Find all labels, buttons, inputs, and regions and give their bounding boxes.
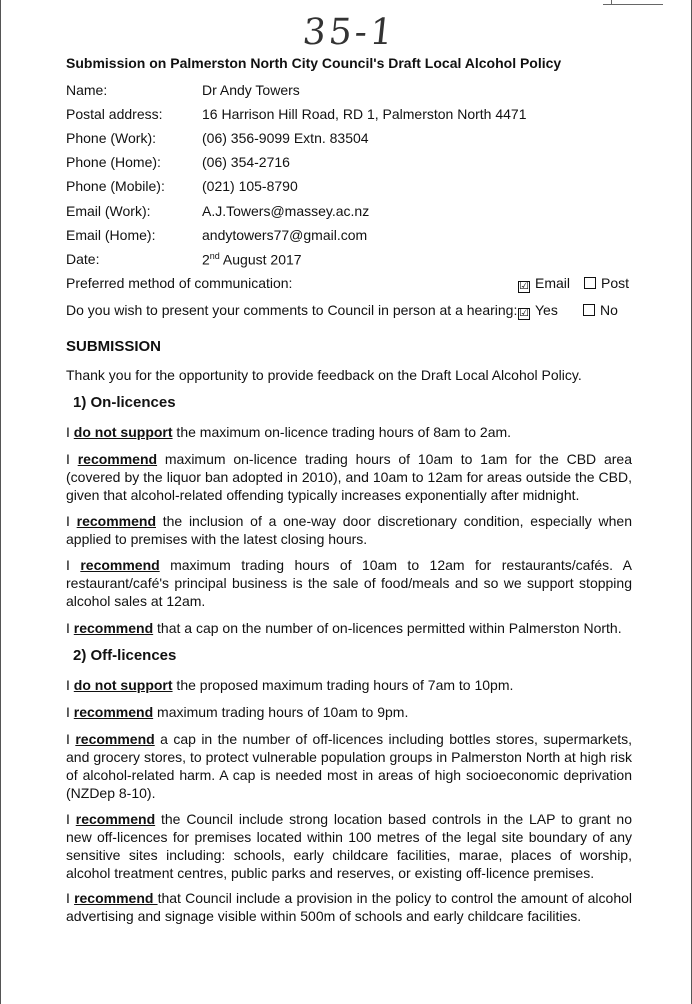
field-value <box>202 251 302 268</box>
paragraph <box>66 556 632 610</box>
paragraph-prefix: I <box>66 424 74 440</box>
date-rest: August 2017 <box>219 251 302 268</box>
paragraph-text: that a cap on the number of on-licences permitted within Palmerston North. <box>153 620 622 636</box>
paragraph-prefix: I <box>66 890 75 906</box>
paragraph-text: the Council include strong location based controls in the LAP to grant no new off-licences for premises located within 100 metres of the legal site boundary of any sensitive sites including: schools, early childcare facilities, marae, places of worship, alcohol treatment centres, public parks and reserves, or existing off-licence premises. <box>66 811 633 881</box>
email-option-label: Email <box>535 275 571 291</box>
paragraph-text: the proposed maximum trading hours of 7am to 10pm. <box>172 677 514 693</box>
field-value: 16 Harrison Hill Road, RD 1, Palmerston North 4471 <box>202 106 527 122</box>
keyword: recommend <box>80 557 160 573</box>
yes-checkbox[interactable]: ☑ <box>519 307 529 319</box>
field-label: Name: <box>66 82 108 98</box>
paragraph-text: the maximum on-licence trading hours of 8am to 2am. <box>172 424 512 440</box>
field-label: Postal address: <box>66 106 163 122</box>
paragraph-prefix: I <box>66 557 81 573</box>
date-suffix: nd <box>209 251 220 261</box>
paragraph-prefix: I <box>66 620 74 636</box>
field-phone-home <box>66 154 626 174</box>
paragraph-prefix: I <box>66 677 74 693</box>
paragraph <box>66 810 632 882</box>
keyword: do not support <box>73 424 173 440</box>
paragraph <box>66 619 632 637</box>
preferred-communication-label: Preferred method of communication: <box>66 275 293 291</box>
field-name <box>66 82 626 102</box>
paragraph <box>66 889 632 925</box>
paragraph-text: the inclusion of a one-way door discretionary condition, especially when applied to premises with the latest closing hours. <box>66 513 632 547</box>
keyword: recommend <box>77 451 158 467</box>
email-option[interactable] <box>518 275 570 292</box>
paragraph <box>66 703 632 721</box>
keyword: recommend <box>76 513 156 529</box>
paragraph <box>66 676 632 694</box>
hearing-yes-option[interactable] <box>518 302 558 319</box>
paragraph-text: that Council include a provision in the policy to control the amount of alcohol advertising and signage visible within 500m of schools and early childcare facilities. <box>66 890 633 924</box>
keyword: recommend <box>74 890 158 906</box>
field-email-home <box>66 227 626 247</box>
paragraph-prefix: I <box>66 704 74 720</box>
keyword: recommend <box>75 811 156 827</box>
paragraph-text: a cap in the number of off-licences including bottles stores, supermarkets, and grocery stores, to protect vulnerable population groups in Palmerston North at high risk of alcohol-related harm. A cap is needed most in areas of high socioeconomic deprivation (NZDep 8-10). <box>66 731 633 801</box>
keyword: recommend <box>75 731 155 747</box>
field-email-work <box>66 203 626 223</box>
post-option-label: Post <box>601 275 630 291</box>
intro-paragraph: Thank you for the opportunity to provide feedback on the Draft Local Alcohol Policy. <box>66 367 582 383</box>
handwritten-number: 35-1 <box>300 12 399 53</box>
field-value: (021) 105-8790 <box>202 178 298 194</box>
field-value: (06) 356-9099 Extn. 83504 <box>202 130 369 146</box>
paragraph-prefix: I <box>66 811 76 827</box>
paragraph <box>66 730 632 802</box>
paragraph-prefix: I <box>66 451 78 467</box>
section-heading-off-licences: 2) Off-licences <box>73 647 177 664</box>
no-option-label: No <box>600 302 618 318</box>
field-value: (06) 354-2716 <box>202 154 290 170</box>
keyword: recommend <box>73 704 154 720</box>
paragraph <box>66 450 632 504</box>
field-label: Phone (Home): <box>66 154 161 170</box>
field-date <box>66 251 626 271</box>
post-option[interactable] <box>584 275 629 291</box>
field-label: Email (Home): <box>66 227 156 243</box>
paragraph-prefix: I <box>66 513 77 529</box>
hearing-no-option[interactable] <box>583 302 618 318</box>
field-value: andytowers77@gmail.com <box>202 227 368 243</box>
no-checkbox[interactable] <box>583 304 595 316</box>
field-value: Dr Andy Towers <box>202 82 300 98</box>
paragraph <box>66 512 632 548</box>
section-heading-on-licences: 1) On-licences <box>73 394 176 411</box>
field-label: Date: <box>66 251 100 267</box>
paragraph-text: maximum trading hours of 10am to 12am for restaurants/cafés. A restaurant/café's principal business is the sale of food/meals and so we support stopping alcohol sales at 12am. <box>66 557 633 609</box>
paragraph-text: maximum on-licence trading hours of 10am to 1am for the CBD area (covered by the liquor ban adopted in 2010), and 10am to 12am for areas outside the CBD, given that alcohol-related offending typically increases exponentially after midnight. <box>66 451 632 503</box>
submission-heading: SUBMISSION <box>66 338 162 355</box>
hearing-label: Do you wish to present your comments to Council in person at a hearing: <box>66 302 518 318</box>
field-value: A.J.Towers@massey.ac.nz <box>202 203 370 219</box>
field-label: Phone (Work): <box>66 130 156 146</box>
yes-option-label: Yes <box>535 302 558 318</box>
document-title: Submission on Palmerston North City Council's Draft Local Alcohol Policy <box>66 55 562 71</box>
date-day: 2 <box>202 251 210 268</box>
email-checkbox[interactable]: ☑ <box>519 280 529 292</box>
post-checkbox[interactable] <box>584 277 596 289</box>
field-postal-address <box>66 106 626 126</box>
field-phone-work <box>66 130 626 150</box>
paragraph-prefix: I <box>66 731 76 747</box>
field-phone-mobile <box>66 178 626 198</box>
field-label: Email (Work): <box>66 203 151 219</box>
page-corner-mark <box>603 0 663 5</box>
paragraph <box>66 423 632 441</box>
field-label: Phone (Mobile): <box>66 178 165 194</box>
keyword: do not support <box>73 677 173 693</box>
keyword: recommend <box>73 620 154 636</box>
paragraph-text: maximum trading hours of 10am to 9pm. <box>153 704 409 720</box>
